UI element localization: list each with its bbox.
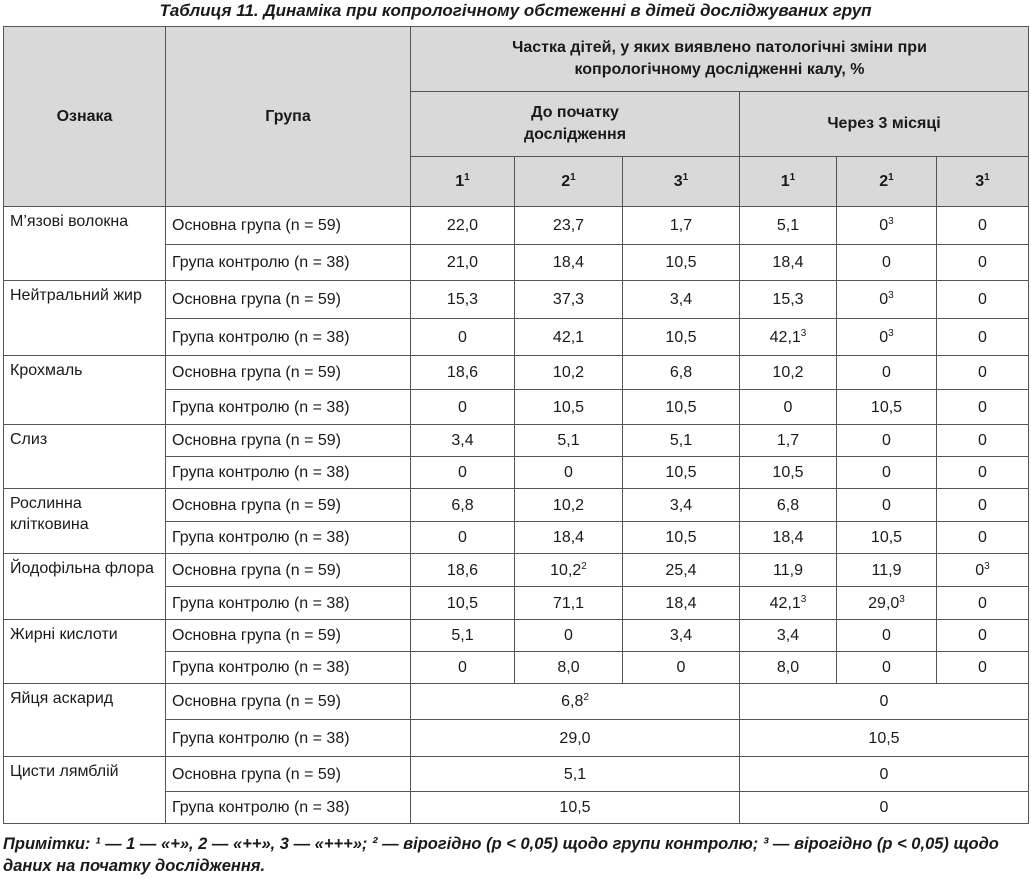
group-cell: Група контролю (n = 38) (166, 720, 411, 757)
value-cell: 10,5 (837, 522, 937, 554)
header-col-4: $1^1$ (740, 157, 837, 207)
table-notes: Примітки: ¹ — 1 — «+», 2 — «++», 3 — «+++»; ² — вірогідно (p < 0,05) щодо групи контролю; ³ — вірогідно (p < 0,05) щодо даних на початку дослідження. (3, 835, 999, 875)
header-after: Через 3 місяці (740, 92, 1029, 157)
feature-cell: Слиз (4, 425, 166, 489)
value-cell: 3,4 (411, 425, 515, 457)
value-cell: 1,7 (740, 425, 837, 457)
value-cell: 42,1$^3$ (740, 587, 837, 620)
value-cell: 11,9 (740, 554, 837, 587)
value-cell: $0^3$ (837, 319, 937, 356)
value-cell: 0 (411, 522, 515, 554)
value-cell: 0 (837, 620, 937, 652)
value-cell: 0 (740, 390, 837, 425)
value-cell: 10,5 (411, 587, 515, 620)
table-row (4, 554, 1029, 587)
header-col-5: $2^1$ (837, 157, 937, 207)
group-cell: Основна група (n = 59) (166, 489, 411, 522)
value-cell: 18,4 (740, 245, 837, 281)
value-cell: 0 (937, 356, 1029, 390)
value-cell: 42,1 (515, 319, 623, 356)
value-cell: 0 (937, 425, 1029, 457)
group-cell: Основна група (n = 59) (166, 207, 411, 245)
header-group: Група (166, 27, 411, 207)
value-cell: 5,1 (411, 757, 740, 792)
value-cell: 0 (837, 489, 937, 522)
value-cell: 0 (937, 489, 1029, 522)
header-col-1: $1^1$ (411, 157, 515, 207)
value-cell: 0 (837, 356, 937, 390)
value-cell: 3,4 (740, 620, 837, 652)
value-cell: $0^3$ (837, 281, 937, 319)
value-cell: 0 (837, 245, 937, 281)
table-row (4, 684, 1029, 720)
group-cell: Основна група (n = 59) (166, 356, 411, 390)
value-cell: 0 (937, 390, 1029, 425)
value-cell: 0 (937, 457, 1029, 489)
header-col-3: $3^1$ (623, 157, 740, 207)
value-cell: 18,4 (740, 522, 837, 554)
value-cell: 0 (623, 652, 740, 684)
value-cell: $0^3$ (837, 207, 937, 245)
group-cell: Основна група (n = 59) (166, 620, 411, 652)
value-cell: 10,5 (623, 457, 740, 489)
value-cell: 10,5 (837, 390, 937, 425)
value-cell: 8,0 (740, 652, 837, 684)
value-cell: 0 (740, 757, 1029, 792)
value-cell: 22,0 (411, 207, 515, 245)
feature-cell: Рослинна клітковина (4, 489, 166, 554)
value-cell: 29,0$^3$ (837, 587, 937, 620)
header-feature: Ознака (4, 27, 166, 207)
table-row (4, 757, 1029, 792)
group-cell: Група контролю (n = 38) (166, 390, 411, 425)
value-cell: 0 (937, 319, 1029, 356)
value-cell: 0 (740, 792, 1029, 824)
feature-cell: Жирні кислоти (4, 620, 166, 684)
header-col-2: $2^1$ (515, 157, 623, 207)
value-cell: 0 (411, 457, 515, 489)
group-cell: Група контролю (n = 38) (166, 457, 411, 489)
value-cell: 0 (937, 620, 1029, 652)
value-cell: 0 (411, 390, 515, 425)
value-cell: 0 (837, 425, 937, 457)
value-cell: 0 (411, 652, 515, 684)
value-cell: 21,0 (411, 245, 515, 281)
feature-cell: Цисти лямблій (4, 757, 166, 824)
table-caption: Таблиця 11. Динаміка при копрологічному обстеженні в дітей досліджуваних груп (159, 1, 872, 20)
value-cell: 15,3 (740, 281, 837, 319)
value-cell: 5,1 (411, 620, 515, 652)
value-cell: 15,3 (411, 281, 515, 319)
group-cell: Група контролю (n = 38) (166, 652, 411, 684)
value-cell: 0 (937, 587, 1029, 620)
header-share: Частка дітей, у яких виявлено патологічні зміни при копрологічному дослідженні калу, % (411, 27, 1029, 92)
value-cell: 10,5 (623, 245, 740, 281)
group-cell: Основна група (n = 59) (166, 554, 411, 587)
value-cell: 0 (937, 652, 1029, 684)
table-row (4, 281, 1029, 319)
value-cell: 6,8 (623, 356, 740, 390)
table-row (4, 356, 1029, 390)
table-row (4, 489, 1029, 522)
value-cell: 11,9 (837, 554, 937, 587)
header-col-6: $3^1$ (937, 157, 1029, 207)
value-cell: 10,5 (623, 522, 740, 554)
value-cell: 10,2 (515, 489, 623, 522)
value-cell: 10,2 (515, 356, 623, 390)
feature-cell: Яйця аскарид (4, 684, 166, 757)
group-cell: Основна група (n = 59) (166, 684, 411, 720)
value-cell: 10,5 (623, 390, 740, 425)
feature-cell: Йодофільна флора (4, 554, 166, 620)
value-cell: 29,0 (411, 720, 740, 757)
value-cell: 0 (515, 457, 623, 489)
group-cell: Основна група (n = 59) (166, 281, 411, 319)
value-cell: 0 (515, 620, 623, 652)
header-before: До початку дослідження (411, 92, 740, 157)
value-cell: 10,5 (623, 319, 740, 356)
value-cell: 10,5 (740, 457, 837, 489)
group-cell: Група контролю (n = 38) (166, 319, 411, 356)
value-cell: 18,6 (411, 554, 515, 587)
value-cell: 10,5 (740, 720, 1029, 757)
table-row (4, 620, 1029, 652)
group-cell: Основна група (n = 59) (166, 757, 411, 792)
group-cell: Основна група (n = 59) (166, 425, 411, 457)
table-row (4, 207, 1029, 245)
value-cell: 0 (837, 457, 937, 489)
value-cell: 10,2$^2$ (515, 554, 623, 587)
value-cell: 6,8 (740, 489, 837, 522)
value-cell: 37,3 (515, 281, 623, 319)
value-cell: 3,4 (623, 281, 740, 319)
value-cell: 0 (837, 652, 937, 684)
value-cell: 6,8 (411, 489, 515, 522)
value-cell: 8,0 (515, 652, 623, 684)
value-cell: 0 (937, 281, 1029, 319)
group-cell: Група контролю (n = 38) (166, 792, 411, 824)
value-cell: 0 (411, 319, 515, 356)
feature-cell: Нейтральний жир (4, 281, 166, 356)
value-cell: 10,2 (740, 356, 837, 390)
table-row (4, 425, 1029, 457)
value-cell: 71,1 (515, 587, 623, 620)
value-cell: 42,1$^3$ (740, 319, 837, 356)
value-cell: 0 (937, 245, 1029, 281)
value-cell: 0 (937, 522, 1029, 554)
group-cell: Група контролю (n = 38) (166, 245, 411, 281)
value-cell: 10,5 (411, 792, 740, 824)
value-cell: 3,4 (623, 489, 740, 522)
feature-cell: М’язові волокна (4, 207, 166, 281)
data-table (3, 26, 1029, 824)
value-cell: 1,7 (623, 207, 740, 245)
value-cell: 0 (740, 684, 1029, 720)
value-cell: 18,4 (515, 245, 623, 281)
feature-cell: Крохмаль (4, 356, 166, 425)
value-cell: 25,4 (623, 554, 740, 587)
value-cell: 23,7 (515, 207, 623, 245)
value-cell: $0^3$ (937, 554, 1029, 587)
value-cell: $6,8^2$ (411, 684, 740, 720)
value-cell: 5,1 (623, 425, 740, 457)
group-cell: Група контролю (n = 38) (166, 522, 411, 554)
value-cell: 18,4 (515, 522, 623, 554)
value-cell: 3,4 (623, 620, 740, 652)
group-cell: Група контролю (n = 38) (166, 587, 411, 620)
value-cell: 18,4 (623, 587, 740, 620)
value-cell: 5,1 (515, 425, 623, 457)
value-cell: 0 (937, 207, 1029, 245)
value-cell: 5,1 (740, 207, 837, 245)
value-cell: 10,5 (515, 390, 623, 425)
value-cell: 18,6 (411, 356, 515, 390)
